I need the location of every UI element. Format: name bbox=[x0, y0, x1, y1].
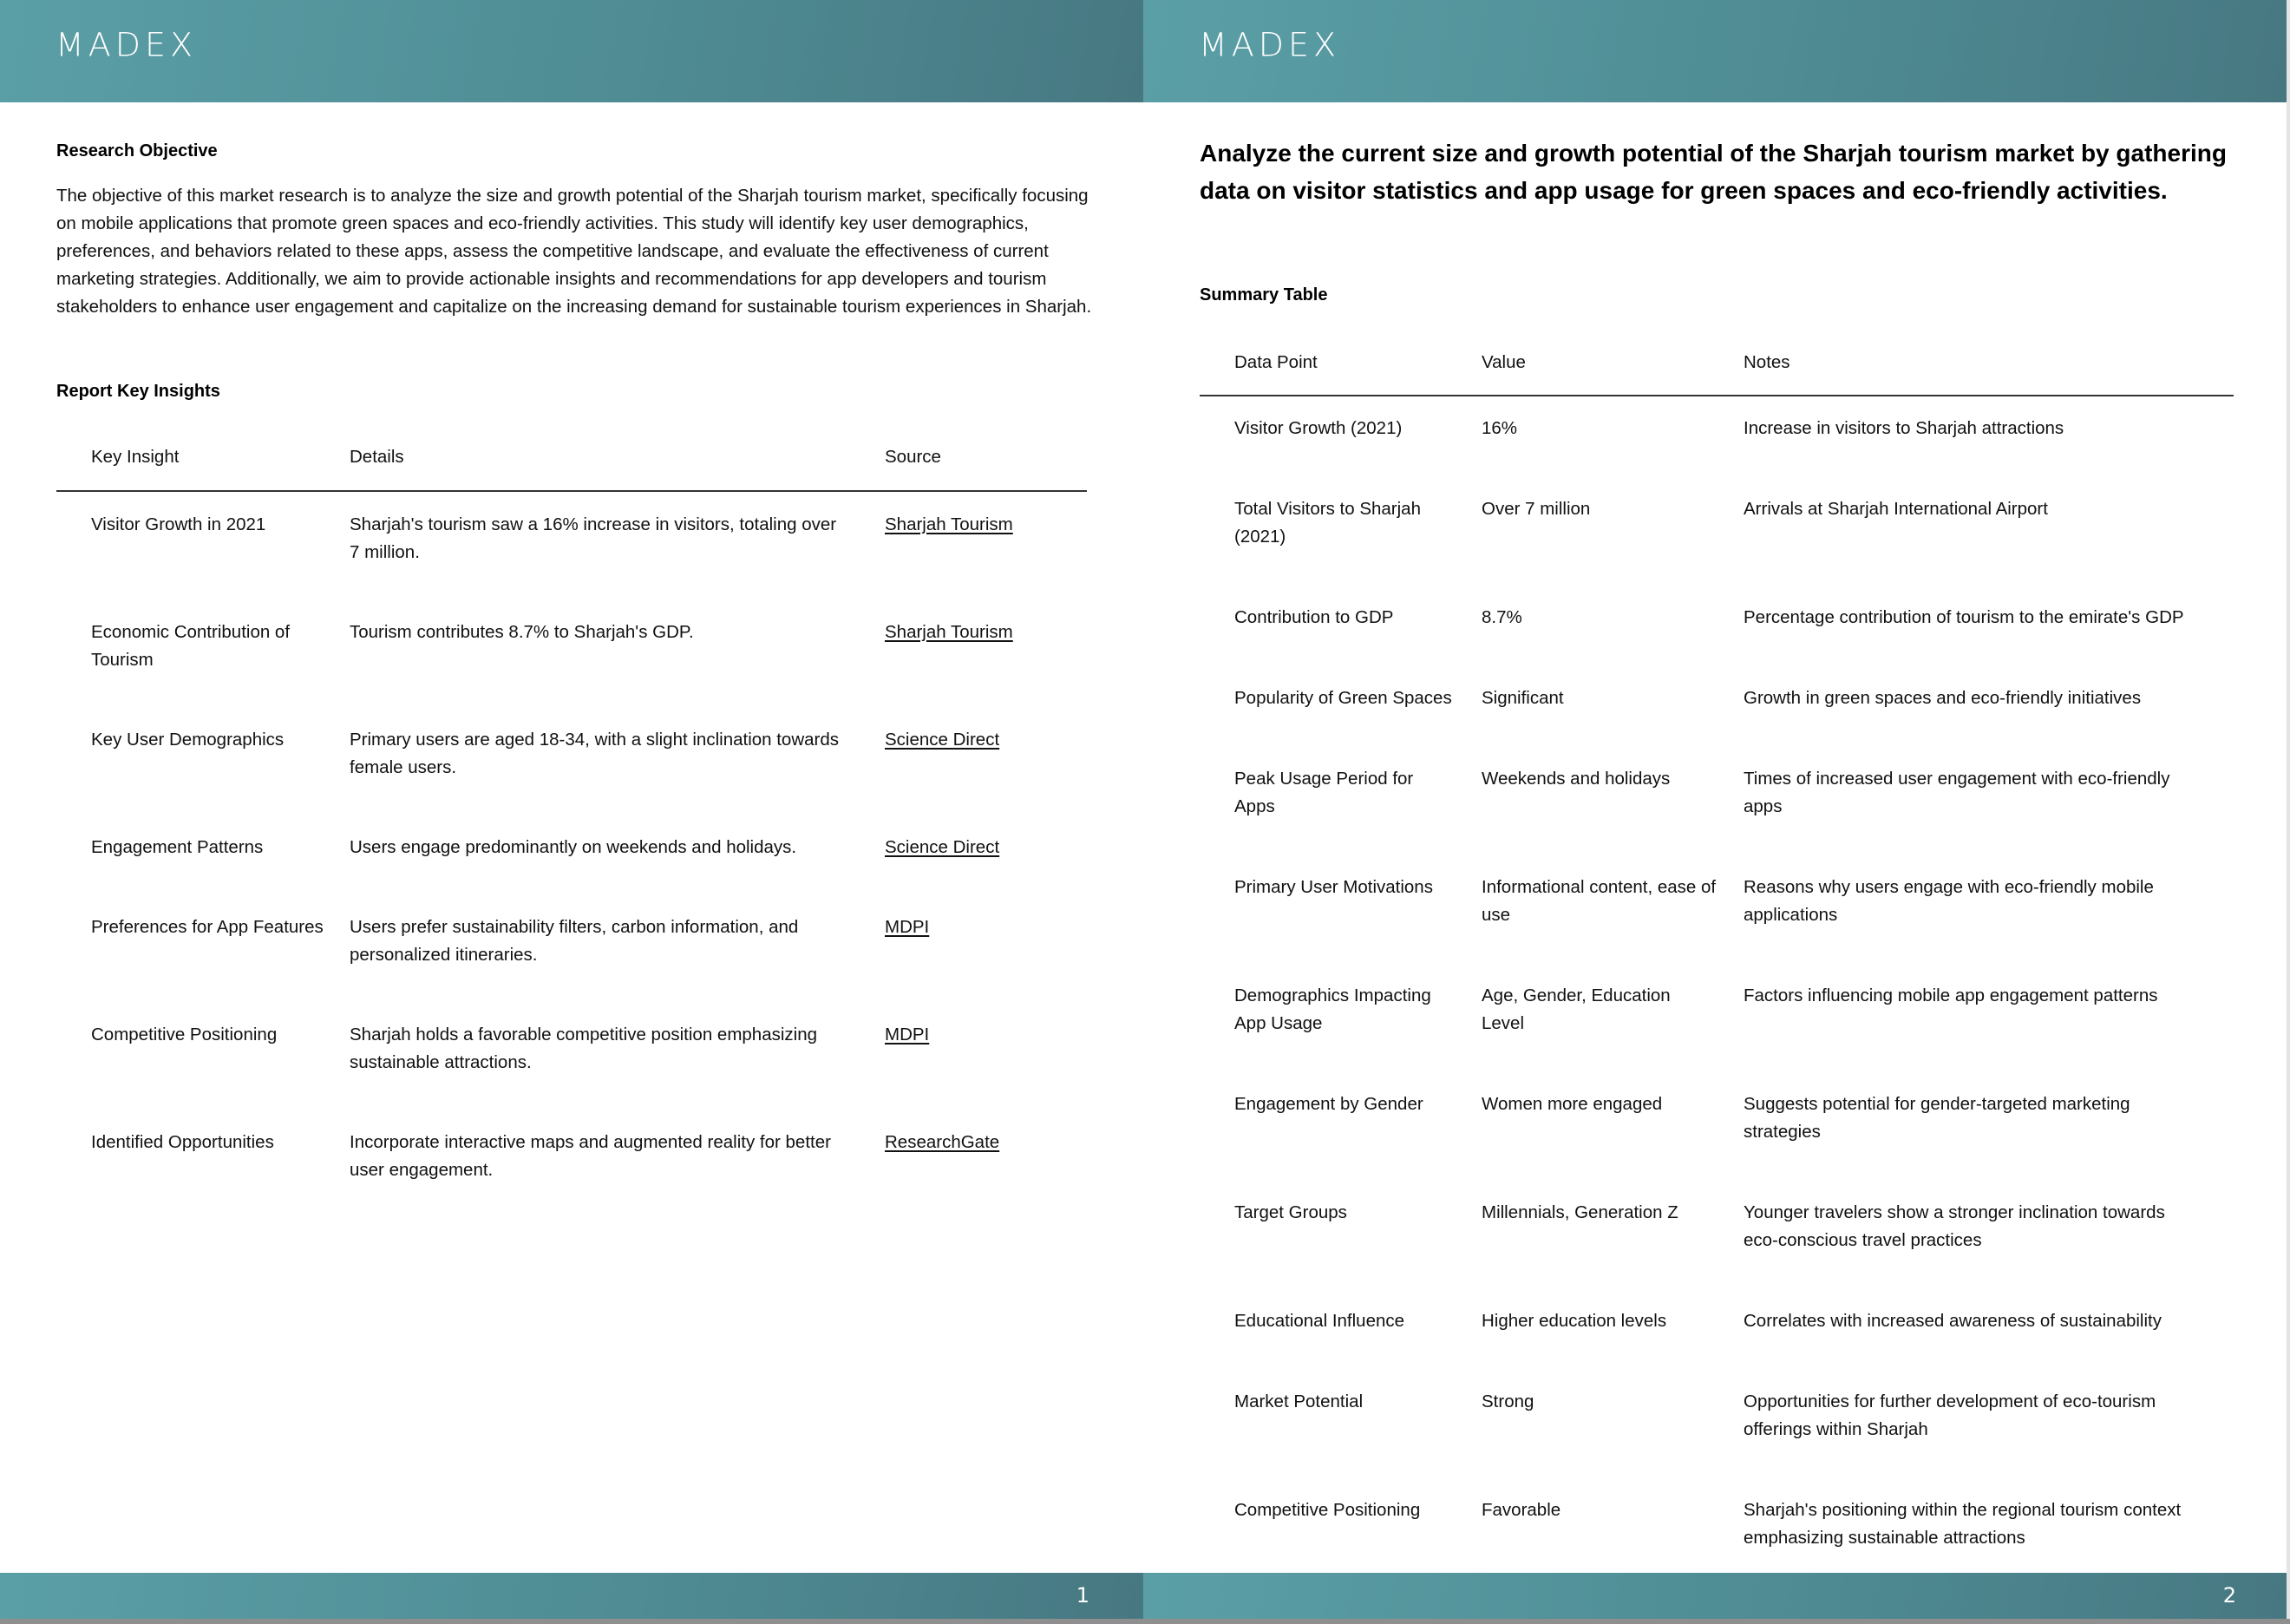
table-row bbox=[1200, 1181, 2234, 1289]
madex-logo: MADEX bbox=[56, 26, 198, 64]
data-point-cell: Engagement by Gender bbox=[1234, 1094, 1423, 1114]
details-cell: Incorporate interactive maps and augmented reality for better user engagement. bbox=[350, 1132, 831, 1180]
data-point-cell: Popularity of Green Spaces bbox=[1234, 688, 1452, 708]
notes-cell: Arrivals at Sharjah International Airport bbox=[1744, 499, 2048, 519]
page-number: 1 bbox=[1076, 1583, 1089, 1608]
notes-cell: Suggests potential for gender-targeted marketing strategies bbox=[1744, 1094, 2130, 1142]
source-link[interactable]: Science Direct bbox=[885, 730, 1000, 750]
source-cell bbox=[885, 816, 1087, 896]
details-cell: Sharjah holds a favorable competitive position emphasizing sustainable attractions. bbox=[350, 1025, 818, 1072]
data-point-cell: Total Visitors to Sharjah (2021) bbox=[1234, 499, 1421, 547]
page-header bbox=[0, 0, 1143, 102]
details-cell: Sharjah's tourism saw a 16% increase in visitors, totaling over 7 million. bbox=[350, 514, 837, 562]
value-cell: Informational content, ease of use bbox=[1482, 877, 1717, 925]
table-row bbox=[1200, 964, 2234, 1072]
details-cell: Users engage predominantly on weekends and holidays. bbox=[350, 837, 797, 857]
data-point-cell: Visitor Growth (2021) bbox=[1234, 418, 1403, 438]
page-header bbox=[1143, 0, 2287, 102]
key-insights-table bbox=[56, 434, 1087, 1219]
summary-table bbox=[1200, 342, 2234, 1587]
source-link[interactable]: Sharjah Tourism bbox=[885, 514, 1013, 534]
table-row bbox=[56, 709, 1087, 816]
column-header-value: Value bbox=[1482, 352, 1526, 372]
data-point-cell: Primary User Motivations bbox=[1234, 877, 1433, 897]
data-point-cell: Contribution to GDP bbox=[1234, 607, 1394, 627]
value-cell: Over 7 million bbox=[1482, 499, 1591, 519]
table-row bbox=[1200, 1289, 2234, 1370]
research-objective-section bbox=[56, 139, 1093, 321]
column-header-notes: Notes bbox=[1744, 352, 1790, 372]
data-point-cell: Competitive Positioning bbox=[1234, 1500, 1421, 1520]
source-cell bbox=[885, 1111, 1087, 1219]
table-row bbox=[1200, 666, 2234, 747]
key-insight-cell: Engagement Patterns bbox=[91, 837, 264, 857]
key-insight-cell: Identified Opportunities bbox=[91, 1132, 274, 1152]
data-point-cell: Peak Usage Period for Apps bbox=[1234, 769, 1414, 816]
key-insights-title: Report Key Insights bbox=[56, 382, 220, 401]
column-header-source: Source bbox=[885, 447, 941, 467]
value-cell: Favorable bbox=[1482, 1500, 1561, 1520]
table-row bbox=[56, 491, 1087, 601]
objective-heading: Analyze the current size and growth potential of the Sharjah tourism market by gathering data on visitor statistics and app usage for green spaces and eco-friendly activities. bbox=[1200, 140, 2227, 204]
value-cell: 8.7% bbox=[1482, 607, 1522, 627]
table-row bbox=[1200, 1072, 2234, 1181]
page-1 bbox=[0, 0, 1143, 1619]
key-insight-cell: Key User Demographics bbox=[91, 730, 285, 750]
value-cell: Significant bbox=[1482, 688, 1564, 708]
notes-cell: Percentage contribution of tourism to the emirate's GDP bbox=[1744, 607, 2184, 627]
table-row bbox=[1200, 586, 2234, 666]
key-insight-cell: Preferences for App Features bbox=[91, 917, 324, 937]
source-cell bbox=[885, 1004, 1087, 1111]
value-cell: Women more engaged bbox=[1482, 1094, 1663, 1114]
source-cell bbox=[885, 601, 1087, 709]
key-insight-cell: Competitive Positioning bbox=[91, 1025, 278, 1044]
summary-table-heading bbox=[1200, 283, 1327, 307]
source-link[interactable]: ResearchGate bbox=[885, 1132, 1000, 1152]
notes-cell: Growth in green spaces and eco-friendly initiatives bbox=[1744, 688, 2142, 708]
column-header-data-point: Data Point bbox=[1234, 352, 1318, 372]
key-insights-heading bbox=[56, 379, 220, 403]
research-objective-title: Research Objective bbox=[56, 141, 218, 160]
page-number: 2 bbox=[2222, 1583, 2236, 1608]
table-row bbox=[56, 601, 1087, 709]
table-row bbox=[1200, 747, 2234, 855]
value-cell: Higher education levels bbox=[1482, 1311, 1667, 1331]
data-point-cell: Demographics Impacting App Usage bbox=[1234, 986, 1431, 1033]
page-2 bbox=[1143, 0, 2290, 1619]
data-point-cell: Market Potential bbox=[1234, 1392, 1364, 1411]
table-row bbox=[1200, 396, 2234, 477]
summary-table-title: Summary Table bbox=[1200, 285, 1328, 304]
data-point-cell: Target Groups bbox=[1234, 1202, 1347, 1222]
value-cell: Strong bbox=[1482, 1392, 1534, 1411]
research-objective-body: The objective of this market research is to analyze the size and growth potential of the Sharjah tourism market, specifically focusing on mobile applications that promote green spaces and eco-friendly activities. This study will identify key user demographics, preferences, and behaviors related to these apps, assess the competitive landscape, and evaluate the effectiveness of current marketing strategies. Additionally, we aim to provide actionable insights and recommendations for app developers and tourism stakeholders to enhance user engagement and capitalize on the increasing demand for sustainable tourism experiences in Sharjah. bbox=[56, 186, 1092, 317]
table-row bbox=[56, 816, 1087, 896]
data-point-cell: Educational Influence bbox=[1234, 1311, 1405, 1331]
source-cell bbox=[885, 709, 1087, 816]
source-link[interactable]: Science Direct bbox=[885, 837, 1000, 857]
source-link[interactable]: Sharjah Tourism bbox=[885, 622, 1013, 642]
details-cell: Primary users are aged 18-34, with a slight inclination towards female users. bbox=[350, 730, 840, 777]
page-footer bbox=[1143, 1573, 2287, 1619]
key-insight-cell: Visitor Growth in 2021 bbox=[91, 514, 266, 534]
table-row bbox=[1200, 1478, 2234, 1587]
notes-cell: Correlates with increased awareness of sustainability bbox=[1744, 1311, 2162, 1331]
value-cell: Age, Gender, Education Level bbox=[1482, 986, 1671, 1033]
source-link[interactable]: MDPI bbox=[885, 1025, 930, 1044]
notes-cell: Sharjah's positioning within the regional tourism context emphasizing sustainable attractions bbox=[1744, 1500, 2182, 1548]
source-cell bbox=[885, 491, 1087, 601]
madex-logo: MADEX bbox=[1199, 26, 1341, 64]
column-header-key-insight: Key Insight bbox=[91, 447, 180, 467]
notes-cell: Increase in visitors to Sharjah attractions bbox=[1744, 418, 2064, 438]
notes-cell: Younger travelers show a stronger inclination towards eco-conscious travel practices bbox=[1744, 1202, 2165, 1250]
table-row bbox=[56, 1111, 1087, 1219]
key-insight-cell: Economic Contribution of Tourism bbox=[91, 622, 291, 670]
table-row bbox=[1200, 855, 2234, 964]
table-row bbox=[1200, 1370, 2234, 1478]
value-cell: 16% bbox=[1482, 418, 1518, 438]
table-row bbox=[1200, 477, 2234, 586]
source-cell bbox=[885, 896, 1087, 1004]
page-footer bbox=[0, 1573, 1143, 1619]
details-cell: Tourism contributes 8.7% to Sharjah's GDP. bbox=[350, 622, 694, 642]
table-header-row bbox=[1200, 342, 2234, 396]
column-header-details: Details bbox=[350, 447, 404, 467]
details-cell: Users prefer sustainability filters, carbon information, and personalized itineraries. bbox=[350, 917, 799, 965]
table-row bbox=[56, 896, 1087, 1004]
notes-cell: Factors influencing mobile app engagement patterns bbox=[1744, 986, 2158, 1005]
notes-cell: Opportunities for further development of eco-tourism offerings within Sharjah bbox=[1744, 1392, 2156, 1439]
value-cell: Weekends and holidays bbox=[1482, 769, 1671, 789]
notes-cell: Reasons why users engage with eco-friendly mobile applications bbox=[1744, 877, 2154, 925]
source-link[interactable]: MDPI bbox=[885, 917, 930, 937]
table-row bbox=[56, 1004, 1087, 1111]
notes-cell: Times of increased user engagement with eco-friendly apps bbox=[1744, 769, 2170, 816]
table-header-row bbox=[56, 434, 1087, 491]
value-cell: Millennials, Generation Z bbox=[1482, 1202, 1678, 1222]
